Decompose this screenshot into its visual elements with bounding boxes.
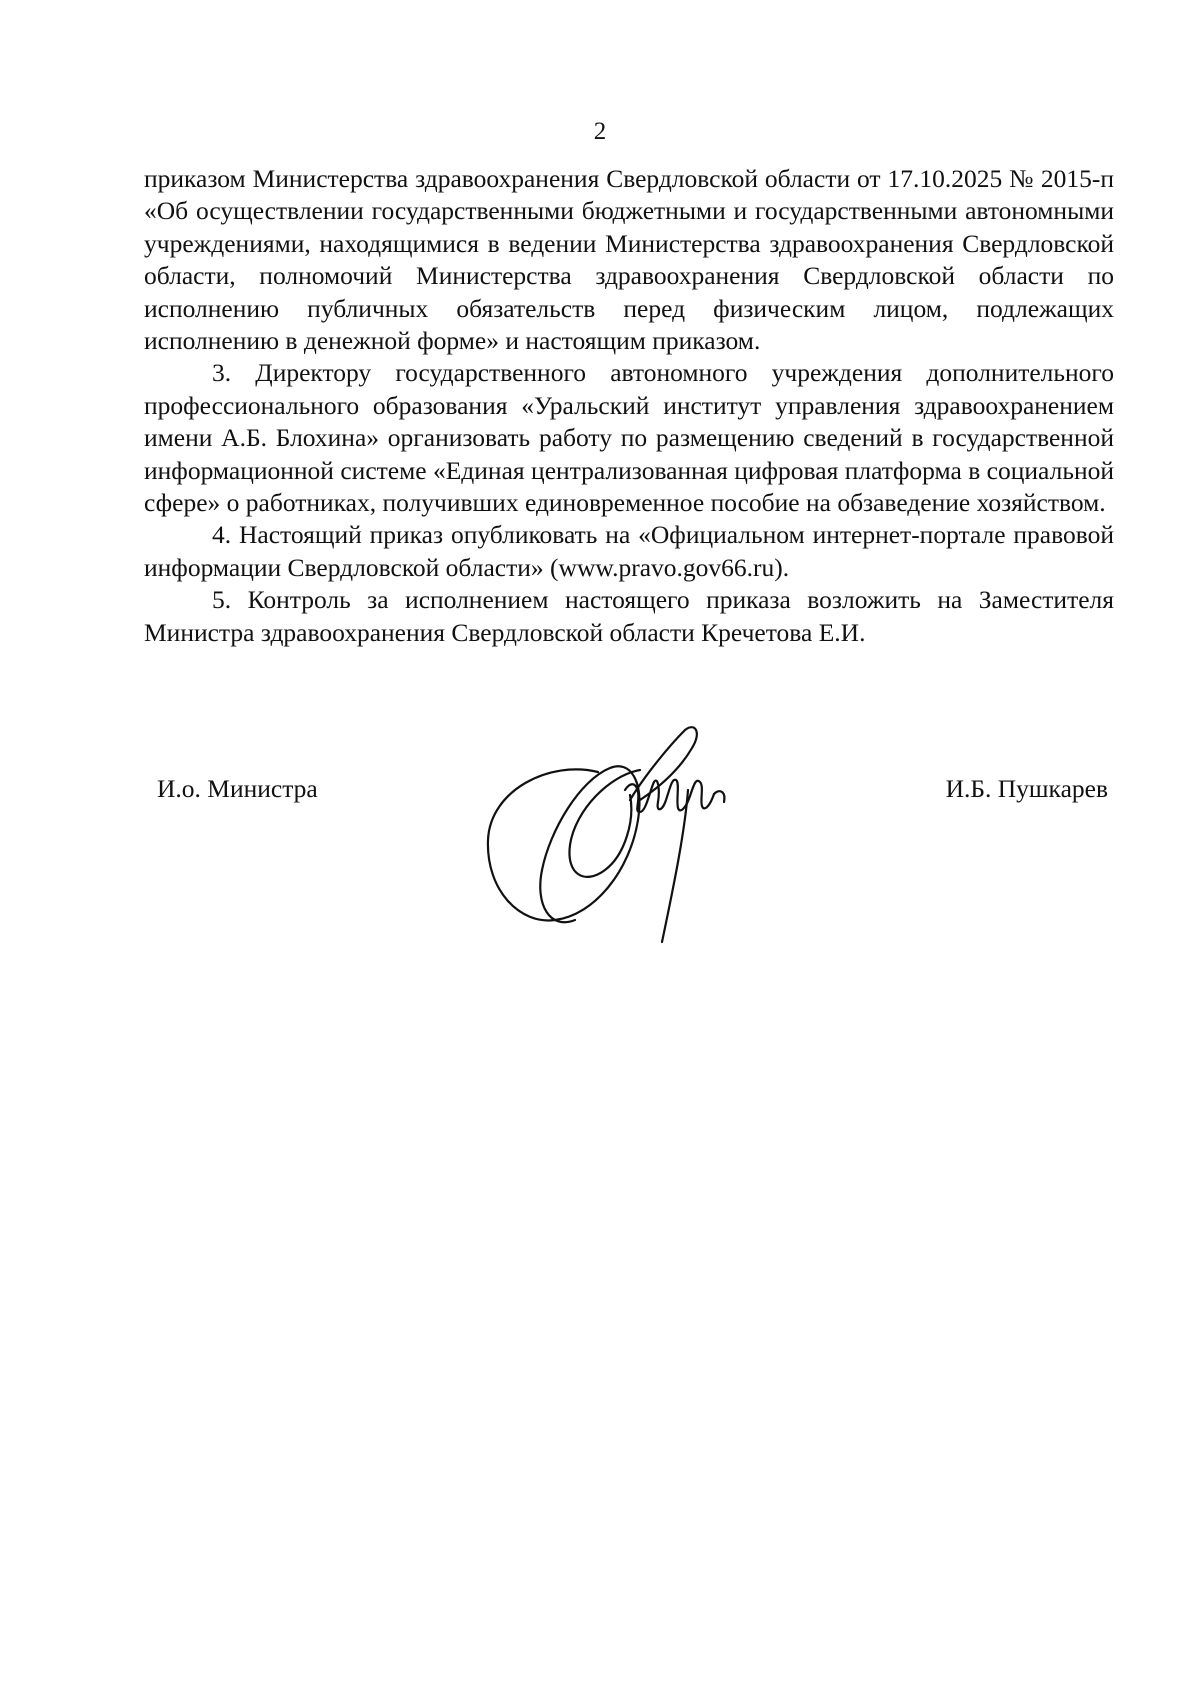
signature-descender [662,790,688,942]
paragraph-continuation: приказом Министерства здравоохранения Свердловской области от 17.10.2025 № 2015-п «Об осуществлении государственными бюджетными и государственными автономными учреждениями, находящимися в ведении Министерства здравоохранения Свердловской области, полномочий Министерства здравоохранения Свердловской области по исполнению публичных обязательств перед физическим лицом, подлежащих исполнению в денежной форме» и настоящим приказом. [144,164,1114,356]
paragraph-item-5: 5. Контроль за исполнением настоящего приказа возложить на Заместителя Министра здравоохранения Свердловской области Кречетова Е.И. [144,585,1114,647]
paragraph-item-4: 4. Настоящий приказ опубликовать на «Официальном интернет-портале правовой информации Свердловской области» (www.pravo.gov66.ru). [144,520,1114,582]
signature-outer-loop [488,766,639,922]
handwritten-signature [480,720,760,950]
signature-drawing [480,720,760,950]
signatory-position: И.о. Министра [157,774,318,803]
page-number: 2 [593,118,607,145]
signatory-name: И.Б. Пушкарев [945,774,1108,803]
signature-top-flourish [630,727,697,800]
paragraph-item-3: 3. Директору государственного автономного учреждения дополнительного профессионального образования «Уральский институт управления здравоохранением имени А.Б. Блохина» организовать работу по размещению сведений в государственной информационной системе «Единая централизованная цифровая платформа в социальной сфере» о работниках, получивших единовременное пособие на обзаведение хозяйством. [144,358,1114,518]
signature-trailing-hook [714,791,724,802]
document-body [144,163,1114,649]
